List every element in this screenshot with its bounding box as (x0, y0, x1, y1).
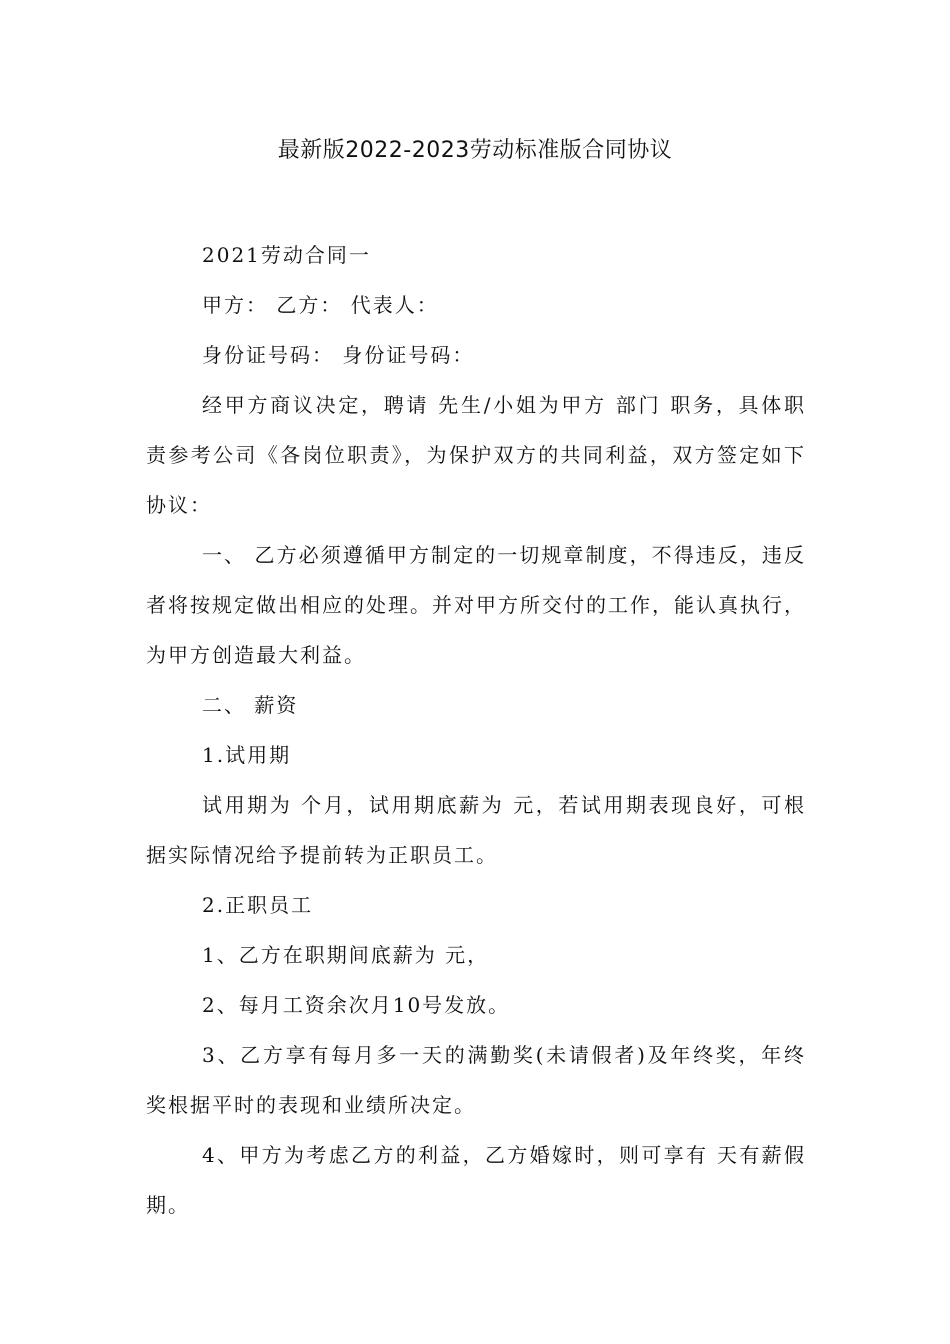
salary-item-3: 3、乙方享有每月多一天的满勤奖(未请假者)及年终奖，年终奖根据平时的表现和业绩所决定。 (146, 1043, 806, 1117)
probation-paragraph: 试用期为 个月，试用期底薪为 元，若试用期表现良好，可根据实际情况给予提前转为正职员工。 (146, 793, 806, 867)
intro-paragraph: 经甲方商议决定，聘请 先生/小姐为甲方 部门 职务，具体职责参考公司《各岗位职责》，为保护双方的共同利益，双方签定如下协议： (146, 393, 806, 517)
document-title: 最新版2022-2023劳动标准版合同协议 (277, 138, 673, 163)
clause-two-heading: 二、 薪资 (202, 693, 299, 717)
probation-heading: 1.试用期 (202, 743, 292, 767)
salary-item-4: 4、甲方为考虑乙方的利益，乙方婚嫁时，则可享有 天有薪假期。 (146, 1143, 806, 1217)
id-number-line: 身份证号码： 身份证号码： (202, 343, 475, 367)
document-body (146, 230, 806, 1230)
salary-item-2: 2、每月工资余次月10号发放。 (202, 993, 511, 1017)
clause-one: 一、 乙方必须遵循甲方制定的一切规章制度，不得违反，违反者将按规定做出相应的处理。并对甲方所交付的工作，能认真执行，为甲方创造最大利益。 (146, 543, 806, 667)
regular-employee-heading: 2.正职员工 (202, 893, 314, 917)
contract-heading: 2021劳动合同一 (202, 243, 371, 267)
party-line: 甲方： 乙方： 代表人： (202, 293, 439, 317)
salary-item-1: 1、乙方在职期间底薪为 元， (202, 943, 490, 967)
